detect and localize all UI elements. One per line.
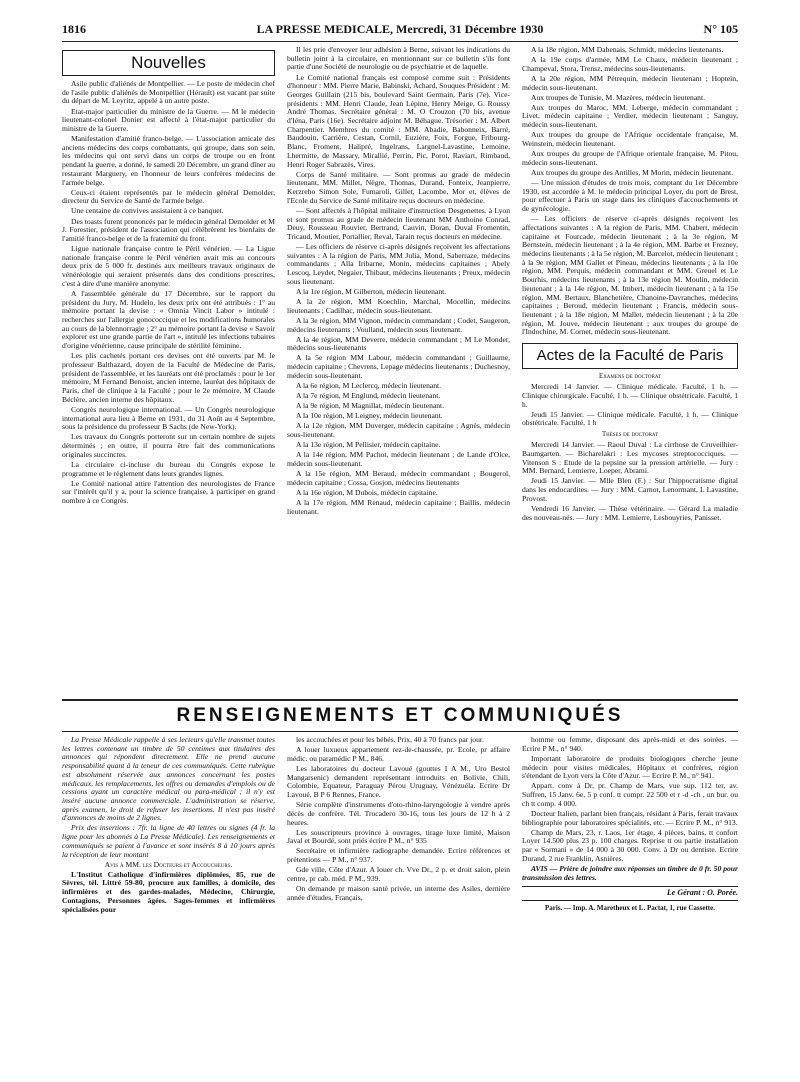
communique: Champ de Mars, 23, r. Laos, 1er étage, 4 pièces, bains, tt confort Loyer 14.500 plus 23 p. 100 charges. Reprise tt ou partie installation par « Sormani » de 14 000 à 30 000. Conv. à Dr ou dentiste. Ecrire Durand, 2 rue Franklin, Asnières. <box>522 827 738 863</box>
section-heading-nouvelles: Nouvelles <box>62 50 275 76</box>
news-paragraph: Ligue nationale française contre le Péril vénérien. — La Ligue nationale française contre le Péril vénérien avait mis au concours deux prix de 5 000 fr. destinés aux meilleurs travaux originaux de vénéréologie qui seraient présentés dans des conditions prescrites, c'est à dire d'une manière anonyme. <box>62 244 275 288</box>
communique: Docteur Italien, parlant bien français, résidant à Paris, ferait travaux bibliographie pour laboratoires spécialités, etc. — Ecrire P. M., n° 913. <box>522 808 738 827</box>
journal-title: LA PRESSE MEDICALE, Mercredi, 31 Décembre 1930 <box>256 22 544 36</box>
news-paragraph: Il les prie d'envoyer leur adhésion à Berne, suivant les indications du bulletin joint à la circulaire, en mentionnant sur ce bulletin s'ils font partie d'une Société de neurologie ou de psychiatrie et de laquelle. <box>287 46 510 72</box>
communique: Important laboratoire de produits biologiques cherche jeune médecin pour visites médicales, Hôpitaux et confrères, région s'étendant de Lyon vers la Côte d'Azur. — Ecrire P. M., n° 941. <box>522 753 738 781</box>
issue-number: N° 105 <box>703 22 738 36</box>
imprint-rule <box>522 900 738 901</box>
news-paragraph: A la 15e région, MM Beraud, médecin commandant ; Bougerol, médecin capitaine ; Cossa, Gosjon, médecins lieutenants <box>287 468 510 487</box>
news-paragraph: A la 6e région, M Leclercq, médecin lieutenant. <box>296 380 442 390</box>
news-paragraph: — Les officiers de réserve ci-après désignés reçoivent les affectations suivantes : A la région de Paris, MM. Chabert, médecin capitaine et Fourcade, médecin lieutenant ; à la 3e région, M Bernstein, médecin lieutenant ; à la 4e région, MM. Barbe et Frezney, médecins lieutenants ; à la 5e région, M. Barcelot, médecin lieutenant ; à la 9e région, MM Gallet et Pineau, médecins lieutenants ; à la 10e région, MM. Perquis, médecin commandant et MM. Greuel et Le Bourhis, médecins lieutenants ; à la 13e région M. Moulin, médecin lieutenant ; à la 14e région, M. Imbert, médecin lieutenant ; à la 15e région, MM. Bertaux, Blanchetière, Chanoine-Davranches, médecins capitaines ; Beroud, médecin lieutenant ; Francis, médecin sous-lieutenant ; à la 18e région, M Mallet, médecin lieutenant ; à la 20e région, M. Jouve, médecin lieutenant ; aux troupes du groupe de l'Indochine, M. Cornet, médecin sous-lieutenant. <box>522 214 738 337</box>
communique: Appart. conv à Dr, pr. Champ de Mars, vue sup. 112 ter, av. Suffren, 15 Janv. 6e, 5 p conf. tt compr. 22 500 et r -d -ch , un bur. ou ch tt comp. 4 000. <box>522 781 738 808</box>
communique: On demande pr maison santé privée, un interne des Asiles, dernière année d'études, Français, <box>287 883 510 902</box>
news-paragraph: Les travaux du Congrès porteront sur un certain nombre de sujets déterminés ; en outre, il pourra être fait des communications originales succinctes. <box>62 432 275 459</box>
news-paragraph: A la 10e région, M Leigney, médecin lieutenant. <box>296 411 443 421</box>
communique: Prix des insertions : 7fr. la ligne de 40 lettres ou signes (4 fr. la ligne pour les abonnés à La Presse Médicale). Les renseignements et communiqués se paient à l'avance et sont insérés 8 à 10 jours après la réception de leur montant <box>62 823 275 859</box>
news-paragraph: Le Comité national français est composé comme suit : Présidents d'honneur : MM. Pierre Marie, Babinski, Achard, Souques Président : M. Georges Guillain (215 bis, boulevard Saint Germain, Paris (7e). Vice-présidents : MM. Henri Claude, Jean Lépine, Henry Meige, G. Roussy André Thomas. Secrétaire général : M. O Crouzon (70 bis, avenue d'Iéna, Paris (16e). Secrétaire adjoint M. Béhague. Trésorier : M. Albert Charpentier. Membres du comité : MM. Abadie, Babonneix, Barré, Baudouin, Carrière, Cestan, Cornil, Euzière, Foix, Forgue, Fribourg-Blanc, Froment, Halipré, Ingelrans, Largnel-Lavastine, Lemoine, Lhermitte, de Massary, Mirallié, Perrin, Pic, Porot, Raviart, Rimbaud, Henri Roger Sabrazès, Vires. <box>287 72 510 169</box>
imprint-line: Paris. — Imp. A. Maretheux et L. Pactat, 1, rue Cassette. <box>545 903 715 912</box>
these-entry: Jeudi 15 Janvier. — Mlle Blen (F.) : Sur l'hippocratisme digital dans les endocardites. — Jury : MM. Carnot, Lenormant, L Lavastine, Provost. <box>522 476 738 503</box>
news-paragraph: La circulaire ci-incluse du bureau du Congrès expose le programme et le règlement dans leurs grandes lignes. <box>62 459 275 478</box>
section-heading-faculte: Actes de la Faculté de Paris <box>522 343 738 369</box>
communique: Série complète d'instruments d'oto-rhino-laryngologie à vendre après décès de confrère. Tél. Trocadero 30-16, tous les jours de 12 h à 2 heures. <box>287 800 510 827</box>
gerant-signature: Le Gérant : O. Porée. <box>666 888 738 898</box>
right-column-list <box>522 46 738 337</box>
news-paragraph: — Les officiers de réserve ci-après désignés reçoivent les affectations suivantes : A la région de Paris, MM Julia, Mond, Saberraze, médecins commandants ; Alla Iribarne, Monin, médecins capitaines ; Abely Lescoq, Leydet, Negaier, Thibaut, médecins lieutenants ; Preux, médecin sous lieutenant. <box>287 242 510 286</box>
these-entry: Vendredi 16 Janvier. — Thèse vétérinaire. — Gérard La maladie des nouveau-nés. — Jury : MM. Lemierre, Lesbouyries, Panisset. <box>522 503 738 522</box>
news-paragraph: Le Comité national attire l'attention des neurologistes de France sur l'intérêt qu'il y a, pour la science française, à participer en grand nombre à ce Congrès. <box>62 478 275 506</box>
communique: L'Institut Catholique d'infirmières diplômées, 85, rue de Sèvres, tél. Littré 59-80, procure aux familles, à domicile, des infirmières et des gardes-malades, Médecine, Chirurgie, Contagions, Personnes âgées. Sages-femmes et infirmières spécialisées pour <box>62 869 275 914</box>
communique: Les laboratoires du docteur Lavoué (gouttes I A M., Uro Bestol Mangarsenic) demandent représentant introduits en Bolivie, Chili, Colombie, Equateur, Paraguay Pérou Uruguay, Vénézuéla. Ecrire Dr Lavoué, B P 6 Rennes, France. <box>287 763 510 799</box>
news-paragraph: A la 9e région, M Magnillat, médecin lieutenant. <box>296 401 445 411</box>
news-paragraph: — Sont affectés à l'hôpital militaire d'instruction Desgenettes. à Lyon et sont promus au grade de médecin lieutenant MM Anthoine Conrad, Deuy, Rousseau Rouvier, Bertrand, Cauvin, Doran, Duval Fromentin, Tricaud, Moutier, Portallier, Reval, Tarain reçus docteurs en médecine. <box>287 205 510 241</box>
communique: Les souscripteurs province à ouvrages, tirage luxe limité, Maison Javal et Bourdé, sont priés écrire P M., n° 935 <box>287 827 510 846</box>
renseignements-column-2 <box>287 736 510 1072</box>
middle-column-list <box>287 46 510 516</box>
column-nouvelles <box>62 46 275 694</box>
renseignements-title: RENSEIGNEMENTS ET COMMUNIQUÉS <box>176 705 624 726</box>
news-paragraph: A la 16e région, M Dubois, médecin capitaine. <box>296 487 438 497</box>
news-paragraph: A la 19e corps d'armée, MM Le Chaux, médecin lieutenant ; Champeval, Stora, Trensz, médecins sous-lieutenants. <box>522 55 738 73</box>
news-paragraph: Une centaine de convives assistaient à ce banquet. <box>71 206 224 216</box>
theses-heading: Thèses de doctorat <box>601 431 659 439</box>
news-paragraph: A la 5e région MM Labour, médecin commandant ; Guillaume, médecin capitaine ; Chevrens, Lepage médecins lieutenants ; Duchesnoy, médecin sous-lieutenant. <box>287 353 510 380</box>
news-paragraph: A la 20e région, MM Pétrequin, médecin lieutenant ; Hoptein, médecin sous-lieutenant. <box>522 73 738 92</box>
news-paragraph: A la 12e région, MM Duverger, médecin capitaine ; Agnès, médecin sous-lieutenant. <box>287 421 510 439</box>
communique: AVIS — Prière de joindre aux réponses un timbre de 0 fr. 50 pour transmission des lettres. <box>522 863 738 882</box>
news-paragraph: Les plis cachetés portant ces devises ont été ouverts par M. le professeur Balthazard, doyen de la Faculté de Médecine de Paris, président de l'assemblée, et les lauréats ont été proclamés : pour le 1er mémoire, M Fernand Benoist, ancien interne, lauréat des hôpitaux de Paris, chef de clinique à la Faculté ; pour le 2e mémoire, M Claude Béclère, ancien interne des hôpitaux. <box>62 351 275 404</box>
page-header <box>62 22 738 38</box>
news-paragraph: A la 4e région, MM Deverre, médecin commandant ; M Le Monder, médecins sous-lieutenants <box>287 334 510 353</box>
communique: homme ou femme, disposant des après-midi et des soirées. — Ecrire P M., n° 940. <box>522 736 738 753</box>
news-paragraph: Aux troupes du Maroc, MM. Leberge, médecin commandant ; Livet, médecin capitaine ; Verdier, médecin lieutenant ; Sanguy, médecin sous-lieutenant. <box>522 102 738 130</box>
news-paragraph: A la 13e région, M Pellisier, médecin capitaine. <box>296 440 441 450</box>
news-paragraph: Manifestation d'amitié franco-belge. — L'association amicale des anciens médecins des corps combattants, qui groupe, dans son sein, les médecins qui ont servi dans un corps de troupe ou en front pendant la guerre, a donné, le samedi 20 Décembre, un grand dîner au restaurant Marguery, en l'honneur de leurs confrères médecins de l'armée belge. <box>62 134 275 187</box>
news-paragraph: Congrès neurologique international. — Un Congrès neurologique international aura lieu à Berne en 1931, du 31 Août au 4 Septembre, sous la présidence du professeur B Sachs (de New-York). <box>62 404 275 432</box>
news-paragraph: Aux troupes du groupe des Antilles, M Morin, médecin lieutenant. <box>531 167 734 177</box>
renseignements-column-1 <box>62 736 275 1072</box>
these-entry: Mercredi 14 Janvier. — Raoul Duval : La cirrhose de Cruveilhier-Baumgarten. — Bicharelakri : Les mycoses streptococciques. — Vitenson S : Etude de la pepsine sur la pression artérielle. — Jury : MM. Bernard, Lemierre, Loeper, Abrami. <box>522 440 738 476</box>
column-right <box>522 46 738 694</box>
news-paragraph: Ceux-ci étaient représentés par le médecin général Demolder, directeur du Service de Santé de l'armée belge. <box>62 187 275 206</box>
news-paragraph: A la 14e région, MM Pachot, médecin lieutenant ; de Lande d'Olce, médecin sous-lieutenant. <box>287 450 510 468</box>
section-rule <box>62 699 738 701</box>
communique: Secrétaire et infirmière radiographe demandée. Ecrire références et prétentions — P M., n° 937. <box>287 846 510 865</box>
news-paragraph: A l'assemblée générale du 17 Décembre, sur le rapport du président du Jury, M. Hudelo, les deux prix ont été attribués : 1° au mémoire portant la devise : « Omnia Vincit Labor » intitulé : recherches sur l'allergie gonococcique et les modifications humorales au cours de la blennorragie ; 2° au mémoire portant la devise « Savoir explorer est une grande partie de l'art », intitulé les infections tubaires d'origine vénérienne, cause principale de stérilité féminine. <box>62 288 275 351</box>
communique: Gde ville, Côte d'Azur. A louer ch. Vve Dr., 2 p. et droit salon, plein centre, pr cab. méd. P M., 939. <box>287 865 510 883</box>
page-number-left: 1816 <box>62 22 86 36</box>
theses-list <box>522 441 738 522</box>
communique: Avis à MM. les Docteurs et Accoucheurs. <box>104 859 233 869</box>
news-paragraph: A la 18e région, MM Dabenais, Schmidt, médecins lieutenants. <box>531 46 724 54</box>
renseignements-column-3 <box>522 736 738 1072</box>
renseignements-col3-list <box>522 736 738 882</box>
examen-entry: Jeudi 15 Janvier. — Clinique médicale. Faculté, 1 h. — Clinique obstétricale. Faculté, 1 h <box>522 409 738 428</box>
news-paragraph: A la 7e région, M Englund, médecin lieutenant. <box>296 391 441 401</box>
news-paragraph: A la 1re région, M Gilberton, médecin lieutenant. <box>296 286 447 296</box>
news-paragraph: A la 17e région, MM Renaud, médecin capitaine ; Baillis, médecin lieutenant. <box>287 497 510 516</box>
news-paragraph: — Une mission d'études de trois mois, comptant du 1er Décembre 1930, est accordée à M. le médecin principal Loyer, du port de Brest, pour effectuer à Paris un stage dans les cliniques d'accouchements et de gynécologie. <box>522 177 738 214</box>
renseignements-col1-list <box>62 736 275 914</box>
news-paragraph: Corps de Santé militaire. — Sont promus au grade de médecin lieutenant, MM. Millet, Nègre, Thomas, Durand, Fonteix, Jeanpierre, Kerzreho Simon Sole, Fumaroli, Gillet, Lacombe, Mor et, élèves de l'Ecole du Service de Santé militaire reçus docteurs en médecine. <box>287 169 510 205</box>
news-paragraph: Aux troupes du groupe de l'Afrique occidentale française, M. Weinstein, médecin lieutenant. <box>522 130 738 148</box>
news-paragraph: Aux troupes du groupe de l'Afrique orientale française, M. Pitou, médecin sous-lieutenant. <box>522 149 738 167</box>
communique: La Presse Médicale rappelle à ses lecteurs qu'elle transmet toutes les lettres contenant un timbre de 50 centimes aux titulaires des annonces qui répondent directement. Elle ne prend aucune responsabilité quant à la teneur de ces communiqués. Cette rubrique est absolument réservée aux annonces concernant les postes médicaux, les remplacements, les offres ou demandes d'emplois ou de cessions ayant un caractère médical ou para-médical ; il n'y est inséré aucune annonce commerciale. L'administration se réserve, après examen, le droit de refuser les insertions. Il n'est pas inséré d'annonces de moins de 2 lignes. <box>62 736 275 823</box>
news-paragraph: A la 2e région, MM Koechlin, Marchal, Mocellin, médecins lieutenants ; Cadilhac, médecin sous-lieutenant. <box>287 297 510 315</box>
news-paragraph: Aux troupes de Tunisie, M. Mazères, médecin lieutenant. <box>531 92 705 102</box>
gerant-rule <box>522 886 738 887</box>
examens-heading: Examens de doctorat <box>599 373 661 381</box>
news-paragraph: Etat-major particulier du ministre de la Guerre. — M le médecin lieutenant-colonel Donier est affecté à l'état-major particulier du ministre de la Guerre. <box>62 106 275 133</box>
nouvelles-list <box>62 80 275 506</box>
communique: A louer luxueux appartement rez-de-chaussée, pr. Ecole, pr affaire médic. ou paramédic P M., 846. <box>287 745 510 763</box>
communique: les accouchées et pour les bébés. Prix, 40 à 70 francs par jour. <box>296 736 484 744</box>
header-rule <box>62 41 738 42</box>
news-paragraph: A la 3e région, MM Vignon, médecin commandant ; Codet, Saugeron, médecins lieutenants ; Voulland, médecin sous lieutenant. <box>287 315 510 334</box>
examens-list <box>522 383 738 428</box>
renseignements-col2-list <box>287 736 510 902</box>
examen-entry: Mercredi 14 Janvier. — Clinique médicale. Faculté, 1 h. — Clinique chirurgicale. Faculté, 1 h. — Clinique obstétricale. Faculté, 1 h. <box>522 382 738 409</box>
renseignements-rule <box>62 731 738 732</box>
news-paragraph: Des toasts furent prononcés par le médecin général Demolder et M J. Forestier, président de l'association qui célébrèrent les bienfaits de l'amitié franco-belge et de la fraternité du front. <box>62 216 275 243</box>
news-paragraph: Asile public d'aliénés de Montpellier. — Le poste de médecin chef de l'asile public d'aliénés de Montpellier (Hérault) est vacant par suite du départ de M. Leyritz, appelé à un autre poste. <box>62 79 275 106</box>
column-middle <box>287 46 510 694</box>
